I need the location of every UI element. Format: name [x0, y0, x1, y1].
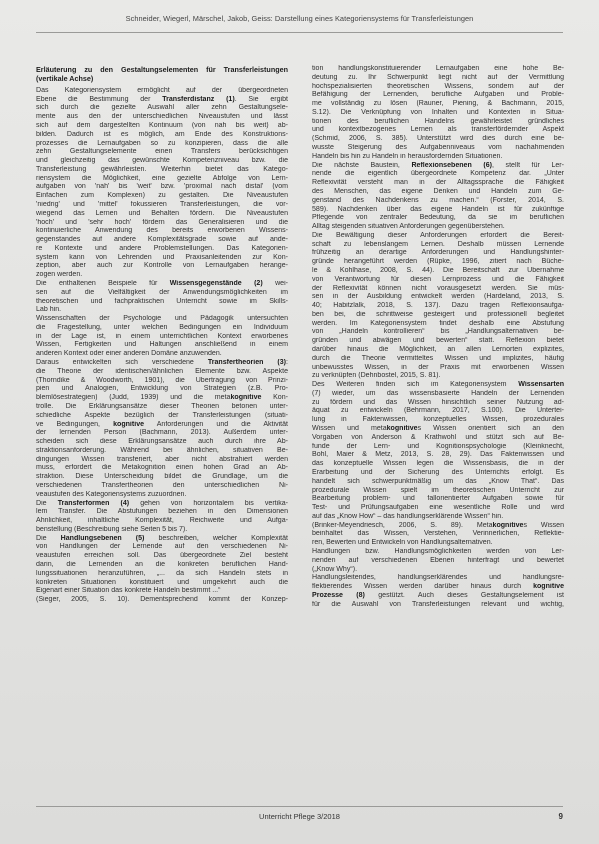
text-line: kontinuierliche Anwendung des bereits erworbenen Wissens-: [36, 227, 288, 235]
text-line: darüber hinaus die Möglichkeit, an allen Lernorten explizites,: [312, 346, 564, 353]
text-line: handelt sich schwerpunktmäßig um das „Know That“. Das: [312, 477, 564, 485]
text-line: anderen Kontext oder einer anderen Domäne anzuwenden.: [36, 350, 222, 358]
text-line: genstand des Nachdenkens zu machen.“ (Forster, 2014, S.: [312, 196, 564, 204]
text-line: Handeln bis hin zu Handeln in herausfordernden Situationen.: [312, 152, 503, 160]
text-line: prozedurale Wissen spielt im theoretischen Unterricht zur: [312, 486, 564, 494]
text-line: deutung zu. Ihr Schwerpunkt liegt nicht auf der Vermittlung: [312, 73, 564, 81]
text-line: straktion. Diese Unterscheidung bildet die Grundlage, um die: [36, 473, 288, 481]
text-line: Wissen und metakognitives Wissen orientiert sich an den: [312, 425, 564, 433]
text-line: veaustufen erreichen soll. Das übergeordnete Ziel besteht: [36, 552, 288, 560]
text-line: durch die Theorie vermitteltes Wissen und implizites, häufig: [312, 354, 564, 362]
text-line: (7) wieder, um das wissensbasierte Handeln der Lernenden: [312, 389, 564, 397]
text-line: unbewusstes Wissen, in der Praxis mit erworbenen Wissen: [312, 363, 564, 371]
text-line: für die Auswahl von Transferleistungen relevant und wichtig,: [312, 600, 564, 608]
running-header: Schneider, Wiegerl, Märschel, Jakob, Geiss: Darstellung eines Kategoriensystems für Transferleistungen: [125, 14, 474, 23]
text-line: re Kontexte und andere Problemstellungen. Das Kategorien-: [36, 244, 288, 252]
text-line: werden. Im Kategoriensystem findet deshalb eine Abstufung: [312, 319, 564, 327]
text-line: (Brinker-Meyendriesch, 2006, S. 89). Metakognitives Wissen: [312, 521, 564, 529]
text-line: muss, erfordert die Metakognition einen hohen Grad an Ab-: [36, 464, 288, 472]
text-line: das konzeptuelle Wissen legen die Wissensbasis, die in der: [312, 460, 564, 468]
text-line: schiedliche Aspekte bezüglich der Transferleistungen (situati-: [36, 411, 288, 419]
text-line: lungssituationen heranzuführen, „... da sich Handeln stets in: [36, 569, 288, 577]
page-number: 9: [558, 812, 563, 821]
text-line: Test- und Prüfungsaufgaben eine wesentliche Rolle und wird: [312, 504, 564, 512]
text-line: Pflegende von zentraler Bedeutung, da sie im beruflichen: [312, 214, 564, 222]
text-line: S.12). Die Verknüpfung von Inhalten und Kontexten in Situa-: [312, 108, 564, 116]
text-line: sich auf dem dargestellten Kontinuum (von nah bis weit) ab-: [36, 121, 288, 129]
text-line: sen auf die Vielfältigkeit der Anwendungsmöglichkeiten im: [36, 288, 288, 296]
page-footer: [36, 812, 563, 826]
text-line: (Sieger, 2005, S. 10). Dementsprechend kommt der Konzep-: [36, 596, 288, 604]
text-line: die Theorie der identischen/ähnlichen Elemente bzw. Aspekte: [36, 367, 288, 375]
text-line: die Fragestellung, unter welchen Bedingungen ein Individuum: [36, 323, 288, 331]
text-line: Reflexivität versteht man in der Alltagssprache die Fähigkeit: [312, 179, 564, 187]
text-line: ren, Bewerten und Entwickeln von Handlungsalternativen.: [312, 539, 493, 547]
text-line: aufgaben von 'nah' bis 'weit' bzw. 'proximal nach distal' (vom: [36, 183, 288, 191]
text-line: bilden. Dadurch ist es möglich, am Ende des Konstruktions-: [36, 130, 288, 138]
text-line: wiegend das Lernen und Behalten fördern. Die Niveaustufen: [36, 209, 288, 217]
text-line: Wissenschaften der Psychologie und Pädagogik untersuchten: [36, 315, 288, 323]
left-column-text: [36, 87, 288, 605]
right-column: [312, 65, 564, 609]
text-line: sen in der Ausbildung entwickelt werden (Hardeland, 2013, S.: [312, 293, 564, 301]
text-line: benstellung (Beschreibung siehe Seiten 5 bis 7).: [36, 525, 188, 533]
footer-rule: [36, 806, 563, 807]
text-line: äquat zu entwickeln (Behrmann, 2017, S.100). Die Untertei-: [312, 407, 564, 415]
text-line: 'niedrig' und 'mittel' fokussieren Transferleistungen, die vor-: [36, 200, 288, 208]
text-line: gründen und abwägen und bewerten“ statt. Reflexion bietet: [312, 337, 564, 345]
text-line: gegenstandes auf andere Komplexitätsgrade sowie auf ande-: [36, 236, 288, 244]
text-line: hochspezialisierten theoretischen Wissens, sondern auf der: [312, 82, 564, 90]
text-line: Daraus entwickelten sich verschiedene Transfertheorien (3):: [36, 359, 288, 367]
text-line: von Verantwortung für diesen Lernprozess und die Fähigkeit: [312, 275, 564, 283]
text-line: darin, die Lernenden an die konkreten beruflichen Hand-: [36, 561, 288, 568]
text-line: scheiden sich diese Erklärungsansätze auch durch ihre Ab-: [36, 438, 288, 446]
text-line: Des Weiteren finden sich im Kategoriensystem Wissensarten: [312, 381, 564, 389]
text-line: und gleichzeitig das gewünschte Kompetenzniveau bzw. die: [36, 157, 288, 165]
text-line: und kontextbezogenes Lernen als transferfördernder Aspekt: [312, 126, 564, 134]
left-column: [36, 66, 288, 605]
text-line: prozesses die Lernaufgaben so zu konzipieren, dass die alle: [36, 139, 288, 147]
text-line: wusste Steigerung des Aufgabenniveaus vom nachahmenden: [312, 144, 564, 152]
text-line: Transferleistung gewährleisten. Weiterhin bietet das Katego-: [36, 165, 288, 173]
text-line: le & Kohlhase, 2008, S. 44). Die Bereitschaft zur Übernahme: [312, 266, 564, 274]
text-line: Eigenart einer Situation das konkrete Handeln bestimmt ...“: [36, 587, 221, 595]
text-line: lung in Faktenwissen, konzeptuelles Wissen, prozedurales: [312, 416, 564, 424]
text-line: (Thorndike & Woodworth, 1901), die Übertragung von Prinzi-: [36, 376, 288, 384]
text-line: veaustufen des Kategoriensystems zuzuordnen.: [36, 490, 187, 498]
text-line: straktionsanforderung. Während bei ähnlichen, situativen Be-: [36, 446, 288, 454]
text-line: system kann von Lehrenden und Praxisanleitenden zur Kon-: [36, 253, 288, 261]
text-line: Alltag steigenden situativen Anforderungen gegenüberstehen.: [312, 223, 505, 231]
text-line: Die Transferformen (4) gehen von horizontalem bis vertika-: [36, 499, 288, 507]
text-line: 'hoch' und 'sehr hoch' fördern das Generalisieren und die: [36, 218, 288, 226]
text-line: Vorgaben von Anderson & Krathwohl und stützt sich auf Be-: [312, 433, 564, 441]
text-line: zogen werden.: [36, 271, 83, 279]
text-line: konkreten Situationen konstituiert und umgekehrt auch die: [36, 578, 288, 586]
text-line: der lernenden Person (Bachmann, 2013). Außerdem unter-: [36, 429, 288, 437]
text-line: lem Transfer. Die Abstufungen beziehen in den Dimensionen: [36, 508, 288, 516]
text-line: riensystem die Möglichkeit, eine gezielte Abfolge von Lern-: [36, 174, 288, 182]
text-line: sich durch die gezielte Auswahl aller zehn Gestaltungsele-: [36, 104, 288, 112]
text-line: verschiedenen Transfertheorien den unterschiedlichen Ni-: [36, 481, 288, 489]
text-line: Befähigung der Lernenden, berufliche Aufgaben und Proble-: [312, 91, 564, 99]
text-line: Das Kategoriensystem ermöglicht auf der übergeordneten: [36, 86, 288, 94]
right-column-text: [312, 65, 564, 609]
text-line: Die Handlungsebenen (5) beschreiben, welcher Komplexität: [36, 534, 288, 542]
text-line: in der Lage ist, in einem unterrichtlichen Kontext erworbenes: [36, 332, 288, 340]
text-line: ben bei, die schrittweise gesteigert und professionell begleitet: [312, 310, 564, 318]
text-line: (Schmid, 2006, S. 385). Unterstützt wird dies durch eine be-: [312, 135, 564, 143]
text-line: 40; Habitzlalk, 2018, S. 137). Dazu tragen Reflexionsaufga-: [312, 302, 564, 310]
text-line: pien und Analogien, Entwicklung von Strategien (z.B. Pro-: [36, 385, 288, 393]
text-line: zu fördern und das Wissen hinsichtlich seiner Nutzung ad-: [312, 398, 564, 406]
text-line: schaft zu lebenslangem Lernen. Deshalb müssen Lernende: [312, 240, 564, 248]
text-line: blemlösestrategien) (Judd, 1939) und die metakognitive Kon-: [36, 394, 288, 402]
text-line: dingungen Wissen transferiert, aber nicht abstrahiert werden: [36, 455, 288, 463]
text-line: trolle. Die Erklärungsansätze dieser Theorien betonen unter-: [36, 402, 288, 410]
text-line: flektierendes Wissen werden darüber hinaus durch kognitive: [312, 583, 564, 591]
text-line: Die enthaltenen Beispiele für Wissensgegenstände (2) wei-: [36, 280, 288, 287]
text-line: ve Bedingungen, kognitive Anforderungen und die Aktivität: [36, 420, 288, 428]
text-line: beinhaltet das Wissen, Verstehen, Verinnerlichen, Reflektie-: [312, 530, 564, 538]
text-line: von Handlungen der Lernende auf den verschiedenen Ni-: [36, 543, 288, 551]
text-line: frühzeitig an derartige Anforderungen und Handlungshinter-: [312, 249, 564, 257]
text-line: Ähnlichkeit, inhaltliche Komplexität, Reichweite und Aufga-: [36, 517, 288, 525]
text-line: nende die eigentlich übergeordnete Kompetenz dar. „Unter: [312, 170, 564, 178]
text-line: mente aus den der unterschiedlichen Niveaustufen und lässt: [36, 113, 288, 121]
text-line: theoretischen und fachpraktischen Unterricht sowie im Skills-: [36, 297, 288, 305]
text-line: auf das „Know How“ – das handlungserklärende Wissen“ hin.: [312, 512, 504, 520]
journal-issue: Unterricht Pflege 3/2018: [259, 812, 340, 821]
text-line: Wissen, Fertigkeiten und Haltungen anschließend in einem: [36, 341, 288, 349]
text-line: 589). Nachdenken über das eigene Handeln ist für zukünftige: [312, 205, 564, 213]
text-line: von „Handeln kontrollieren“ bis „Handlungsalternativen be-: [312, 328, 564, 336]
text-line: Die nächste Baustein, Reflexionsebenen (6), stellt für Ler-: [312, 161, 564, 169]
text-line: funde der Lern- und Kognitionspsychologie (Kleinknecht,: [312, 442, 564, 450]
text-line: Die Bewältigung dieser Anforderungen erfordert die Bereit-: [312, 231, 564, 239]
text-line: Ebene die Bestimmung der Transferdistanz (1). Sie ergibt: [36, 95, 288, 103]
text-line: Erarbeitung und der Sicherung des Unterrichts erfolgt. Es: [312, 468, 564, 476]
section-heading: Erläuterung zu den Gestaltungselementen für Transferleistungen (vertikale Achse): [36, 65, 288, 83]
text-line: Bohl, Maier & Metz, 2013, S. 28, 29). Das Faktenwissen und: [312, 451, 564, 459]
text-line: („Know Why“).: [312, 565, 358, 573]
text-line: gründe herangeführt werden (Rüpke, 1996, zitiert nach Büche-: [312, 258, 564, 266]
text-line: des Menschen, das eigene Denken und Handeln zum Ge-: [312, 187, 564, 195]
text-line: me vollständig zu lösen (Rauner, Piening, & Bachmann, 2015,: [312, 100, 564, 108]
text-line: Handlungen bzw. Handlungsmöglichkeiten werden von Ler-: [312, 547, 564, 555]
header-rule: [36, 32, 563, 33]
text-line: tion handlungskonstituierender Lernaufgaben eine hohe Be-: [312, 65, 564, 72]
text-line: der Reflexivität können nicht vorausgesetzt werden. Sie müs-: [312, 284, 564, 292]
text-line: zehn Gestaltungselemente einen Transfers berücksichtigen: [36, 148, 288, 156]
text-line: nenden auf verschiedenen Ebenen hinterfragt und bewertet: [312, 556, 564, 564]
text-line: zeption, aber auch zur Kontrolle von Lernaufgaben herange-: [36, 262, 288, 270]
text-line: Prozesse (8) gestützt. Auch dieses Gestaltungselement ist: [312, 591, 564, 599]
text-line: Lab hin.: [36, 306, 62, 314]
text-line: Handlungsleitendes, handlungserklärendes und handlungsre-: [312, 574, 564, 582]
text-line: tionen des beruflichen Handelns gewährleistet gründliches: [312, 117, 564, 125]
text-line: Einfachen zum Komplexen) zu gestalten. Die Niveaustufen: [36, 192, 288, 200]
text-line: zu verknüpfen (Dehnbostel, 2015, S. 81).: [312, 372, 441, 380]
text-line: Bearbeitung problem- und fallorientierter Aufgaben sowie für: [312, 495, 564, 503]
